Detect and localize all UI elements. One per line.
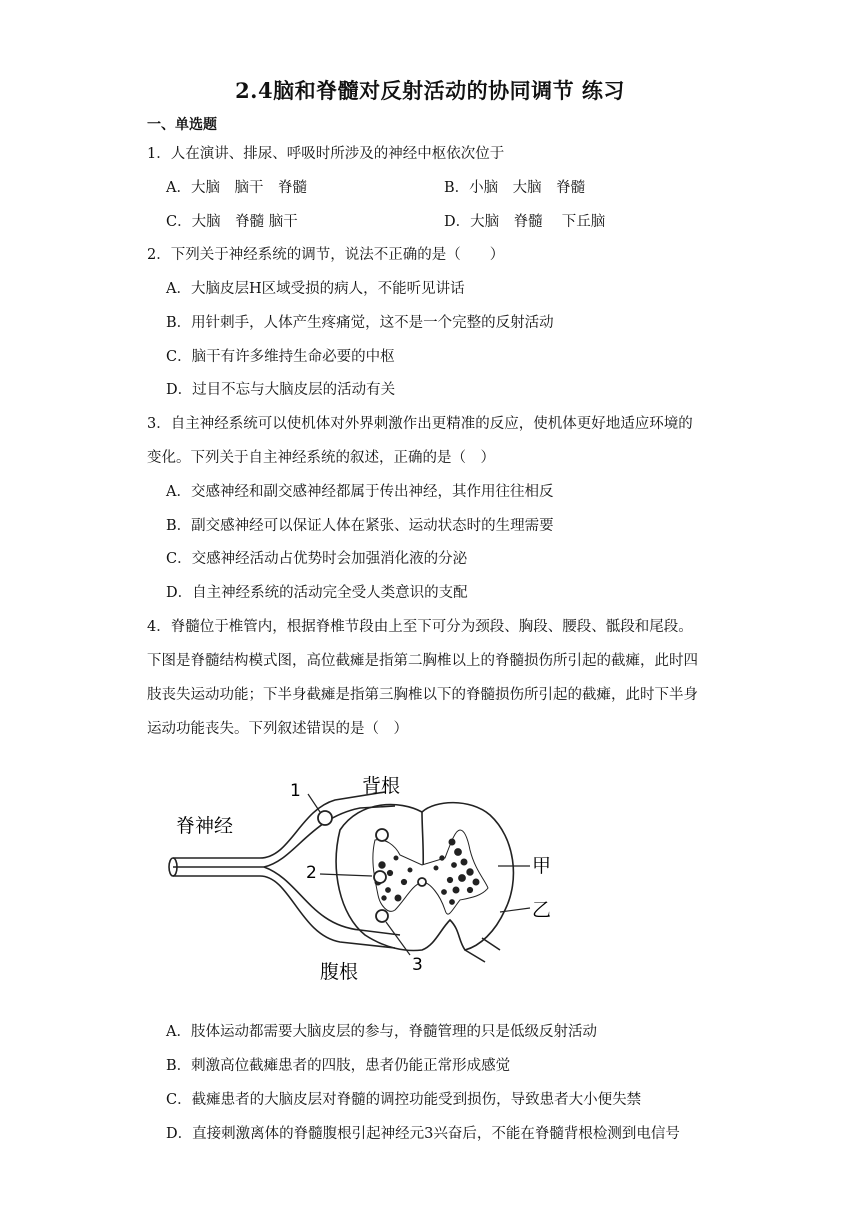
grey-matter [373, 830, 488, 914]
neuron-2 [374, 871, 386, 883]
question-3-option-c[interactable]: C．交感神经活动占优势时会加强消化液的分泌 [166, 551, 468, 567]
label-dorsal-root: 背根 [362, 775, 401, 797]
label-spinal-nerve: 脊神经 [176, 815, 234, 837]
question-4-option-b[interactable]: B．刺激高位截瘫患者的四肢，患者仍能正常形成感觉 [166, 1058, 511, 1074]
label-neuron-3: 3 [412, 955, 423, 975]
question-2-option-c[interactable]: C．脑干有许多维持生命必要的中枢 [166, 349, 395, 365]
neuron-dorsal-horn [376, 829, 388, 841]
question-1-option-c[interactable]: C．大脑 脊髓 脑干 [166, 214, 298, 230]
question-3-option-a[interactable]: A．交感神经和副交感神经都属于传出神经，其作用往往相反 [166, 484, 554, 500]
question-3-stem-line-2: 变化。下列关于自主神经系统的叙述，正确的是（ ） [147, 450, 495, 466]
question-4-stem-line-4: 运动功能丧失。下列叙述错误的是（ ） [147, 721, 408, 737]
question-1-option-b[interactable]: B．小脑 大脑 脊髓 [444, 180, 586, 196]
label-ventral-root: 腹根 [320, 961, 359, 983]
label-jia: 甲 [532, 855, 552, 877]
question-3-stem-line-1: 3．自主神经系统可以使机体对外界刺激作出更精准的反应，使机体更好地适应环境的 [147, 416, 693, 432]
question-4-stem-line-1: 4．脊髓位于椎管内，根据脊椎节段由上至下可分为颈段、胸段、腰段、骶段和尾段。 [147, 619, 693, 635]
question-2-stem: 2．下列关于神经系统的调节，说法不正确的是（ ） [147, 247, 505, 263]
question-4-option-d[interactable]: D．直接刺激离体的脊髓腹根引起神经元3兴奋后，不能在脊髓背根检测到电信号 [166, 1126, 680, 1142]
spinal-cord-diagram [160, 770, 560, 985]
label-yi: 乙 [532, 899, 552, 921]
central-canal [418, 878, 426, 886]
question-1-option-d[interactable]: D．大脑 脊髓 下丘脑 [444, 214, 606, 230]
question-2-option-b[interactable]: B．用针刺手，人体产生疼痛觉，这不是一个完整的反射活动 [166, 315, 554, 331]
neuron-3 [376, 910, 388, 922]
question-4-stem-line-2: 下图是脊髓结构模式图，高位截瘫是指第二胸椎以上的脊髓损伤所引起的截瘫，此时四 [147, 653, 698, 669]
label-neuron-2: 2 [306, 863, 317, 883]
section-heading: 一、单选题 [147, 117, 217, 133]
question-1-stem: 1．人在演讲、排尿、呼吸时所涉及的神经中枢依次位于 [147, 146, 505, 162]
neuron-1 [318, 811, 332, 825]
label-neuron-1: 1 [290, 781, 301, 801]
question-4-option-a[interactable]: A．肢体运动都需要大脑皮层的参与，脊髓管理的只是低级反射活动 [166, 1024, 597, 1040]
question-2-option-a[interactable]: A．大脑皮层H区域受损的病人，不能听见讲话 [166, 281, 465, 297]
question-2-option-d[interactable]: D．过目不忘与大脑皮层的活动有关 [166, 382, 396, 398]
question-1-option-a[interactable]: A．大脑 脑干 脊髓 [166, 180, 307, 196]
question-4-option-c[interactable]: C．截瘫患者的大脑皮层对脊髓的调控功能受到损伤，导致患者大小便失禁 [166, 1092, 642, 1108]
question-4-stem-line-3: 肢丧失运动功能；下半身截瘫是指第三胸椎以下的脊髓损伤所引起的截瘫，此时下半身 [147, 687, 698, 703]
question-3-option-b[interactable]: B．副交感神经可以保证人体在紧张、运动状态时的生理需要 [166, 518, 554, 534]
page-title: 2.4脑和脊髓对反射活动的协同调节 练习 [235, 78, 625, 103]
question-3-option-d[interactable]: D．自主神经系统的活动完全受人类意识的支配 [166, 585, 468, 601]
